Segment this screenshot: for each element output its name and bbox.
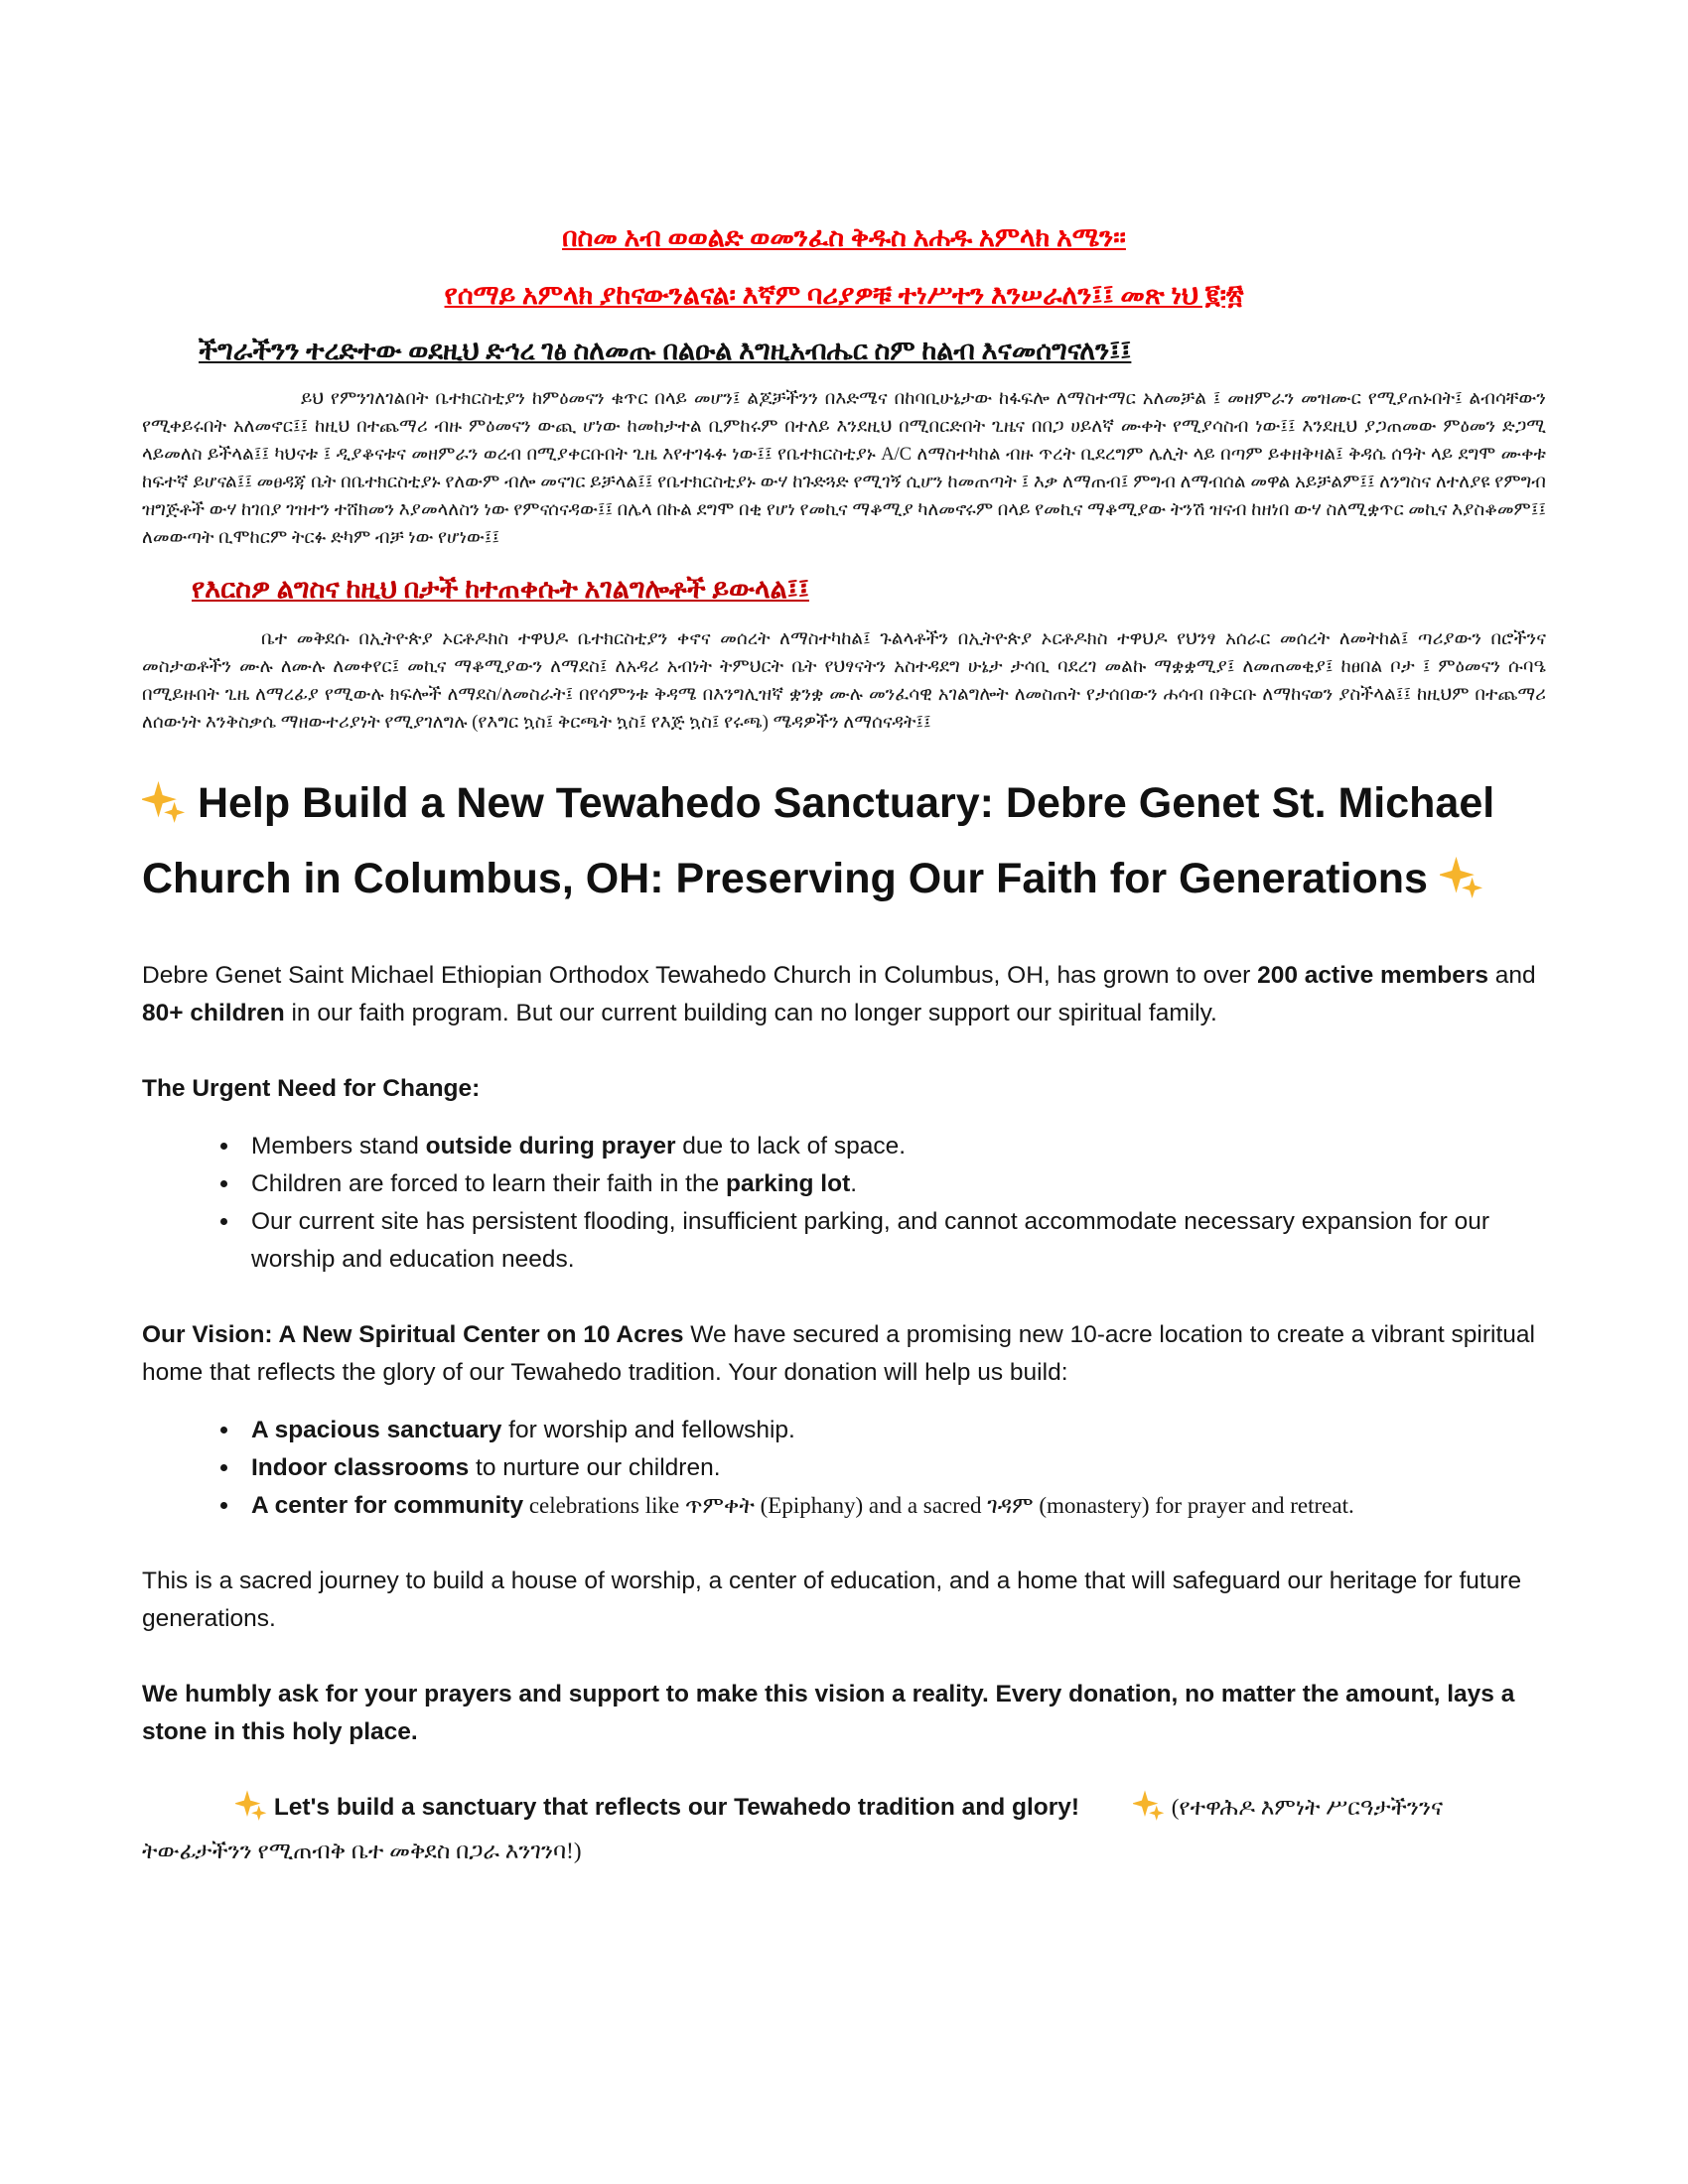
donation-usage-paragraph: ቤተ መቅደሱ በኢትዮጵያ ኦርቶዶክስ ተዋህዶ ቤተክርስቲያን ቀኖና መሰረት ለማስተካከል፤ ጉልላቶችን በኢትዮጵያ ኦርቶዶክስ ተዋህዶ የህንፃ አሰራር መሰረት ለመትከል፤ ጣሪያውን በሮችንና መስታወቶችን ሙሉ ለሙሉ ለመቀየር፤ መኪና ማቆሚያውን ለማደስ፤ ለአዳሪ አብነት ትምህርት ቤት የህፃናትን አስተዳደግ ሁኔታ ታሳቢ ባደረገ መልኩ ማቋቋሚያ፤ ለመጠመቂያ፤ ከፀበል ቦታ ፤ ምዕመናን ሱባዔ በሚይዙበት ጊዜ ለማረፊያ የሚውሉ ክፍሎች ለማደስ/ለመስራት፤ በየሳምንቱ ቅዳሜ በእንግሊዝኛ ቋንቋ ሙሉ መንፈሳዊ አገልግሎት ለመስጠት የታሰበውን ሐሳብ በቅርቡ ለማከናወን ያስችላል፤፤ ከዚህም በተጨማሪ ለሰውነት እንቅስቃሴ ማዘውተሪያነት የሚያገለግሉ (የእግር ኳስ፤ ቅርጫት ኳስ፤ የእጅ ኳስ፤ የሩጫ) ሜዳዎችን ለማሰናዳት፤፤ bbox=[142, 629, 1546, 733]
campaign-heading bbox=[142, 768, 1546, 919]
sparkles-icon bbox=[1440, 850, 1483, 919]
urgent-need-heading: The Urgent Need for Change: bbox=[142, 1075, 481, 1102]
closing-line bbox=[142, 1789, 1546, 1870]
gratitude-heading: ችግራችንን ተረድተው ወደዚህ ድኅረ ገፅ ስለመጡ በልዑል እግዚአብሔር ስም ከልብ እናመሰግናለን፤፤ bbox=[199, 336, 1132, 365]
list-item: • Our current site has persistent flooding, insufficient parking, and cannot accommodate necessary expansion for our worship and education needs. bbox=[241, 1203, 1546, 1279]
list-item: • Members stand outside during prayer due to lack of space. bbox=[241, 1128, 1546, 1165]
problem-paragraph: ይህ የምንገለገልበት ቤተክርስቲያን ከምዕመናን ቁጥር በላይ መሆን፤ ልጆቻችንን በእድሜና በከባቢሁኔታው ከፋፍሎ ለማስተማር አለመቻል ፤ መዘምራን መዝሙር የሚያጠኑበት፤ ልብሳቸውን የሚቀይሩበት አለመኖር፤፤ ከዚህ በተጨማሪ ብዙ ምዕመናን ውጪ ሆነው ከመከታተል ቢምከሩም በተለይ እንደዚህ በሚበርድበት ጊዜና በበጋ ሀይለኛ ሙቀት የሚያሳስብ ነው፤፤ እንደዚህ ያጋጠመው ምዕመን ድጋሚ ላይመለስ ይችላል፤፤ ካህናቱ ፤ ዲያቆናቱና መዘምራን ወረብ በሚያቀርቡበት ጊዜ እየተገፋፉ ነው፤፤ የቤተክርስቲያኑ A/C ለማስተካከል ብዙ ጥረት ቢደረግም ሌሊት ላይ በጣም ይቀዘቅዛል፤ ቅዳሴ ሰዓት ላይ ደግሞ ሙቀቱ ከፍተኛ ይሆናል፤፤ መፀዳጃ ቤት በቤተክርስቲያኑ የለውም ብሎ መናገር ይቻላል፤፤ የቤተክርስቲያኑ ውሃ ከጉድጓድ የሚገኝ ሲሆን ከመጠጣት ፤ እቃ ለማጠብ፤ ምግብ ለማብሰል መዋል አይቻልም፤፤ ለንግስና ለተለያዩ የምግብ ዝግጅቶች ውሃ ከገበያ ገዝተን ተሸክመን እያመላለስን ነው የምናሰናዳው፤፤ በሌላ በኩል ደግሞ በቂ የሆነ የመኪና ማቆሚያ ካለመኖሩም በላይ የመኪና ማቆሚያው ትንሽ ዝናብ ከዘነበ ውሃ ስለሚቋጥር መኪና እያስቆመም፤፤ ለመውጣት ቢሞከርም ትርፉ ድካም ብቻ ነው የሆነው፤፤ bbox=[142, 389, 1546, 548]
vision-list bbox=[142, 1412, 1546, 1525]
blessing-title: በስመ አብ ወወልድ ወመንፈስ ቅዱስ አሐዱ አምላክ አሜን። bbox=[562, 222, 1126, 252]
list-item: • Children are forced to learn their faith in the parking lot. bbox=[241, 1165, 1546, 1203]
sparkles-icon bbox=[142, 774, 186, 844]
donation-usage-heading: የእርስዎ ልግስና ከዚህ በታች ከተጠቀሱት አገልግሎቶች ይውላል፤፤ bbox=[192, 574, 809, 604]
list-item: • Indoor classrooms to nurture our children. bbox=[241, 1449, 1546, 1487]
campaign-heading-text: Help Build a New Tewahedo Sanctuary: Debre Genet St. Michael Church in Columbus, OH: Preserving Our Faith for Generations bbox=[142, 779, 1495, 902]
verse-line: የሰማይ አምላክ ያከናውንልናል፡ እኛም ባሪያዎቹ ተነሥተን እንሠራለን፤፤ መጽ ነህ ፪፡፳ bbox=[444, 280, 1244, 310]
sparkles-icon bbox=[1086, 1789, 1165, 1833]
closing-amharic-note: (የተዋሕዶ እምነት ሥርዓታችንንና ትውፊታችንን የሚጠብቅ ቤተ መቅደስ በጋራ እንገንባ!) bbox=[142, 1795, 1444, 1863]
intro-paragraph: Debre Genet Saint Michael Ethiopian Orthodox Tewahedo Church in Columbus, OH, has grown to over 200 active members and 80+ children in our faith program. But our current building can no longer support our spiritual family. bbox=[142, 962, 1536, 1026]
sparkles-icon bbox=[189, 1789, 267, 1833]
journey-paragraph: This is a sacred journey to build a house of worship, a center of education, and a home that will safeguard our heritage for future generations. bbox=[142, 1568, 1522, 1632]
appeal-paragraph: We humbly ask for your prayers and support to make this vision a reality. Every donation, no matter the amount, lays a stone in this holy place. bbox=[142, 1681, 1515, 1745]
list-item: • A center for community celebrations like ጥምቀት (Epiphany) and a sacred ገዳም (monastery) for prayer and retreat. bbox=[241, 1487, 1546, 1525]
closing-slogan: Let's build a sanctuary that reflects our Tewahedo tradition and glory! bbox=[273, 1794, 1080, 1821]
urgent-need-list bbox=[142, 1128, 1546, 1279]
list-item: • A spacious sanctuary for worship and fellowship. bbox=[241, 1412, 1546, 1449]
vision-paragraph: Our Vision: A New Spiritual Center on 10 Acres We have secured a promising new 10-acre location to create a vibrant spiritual home that reflects the glory of our Tewahedo tradition. Your donation will help us build: bbox=[142, 1321, 1535, 1386]
